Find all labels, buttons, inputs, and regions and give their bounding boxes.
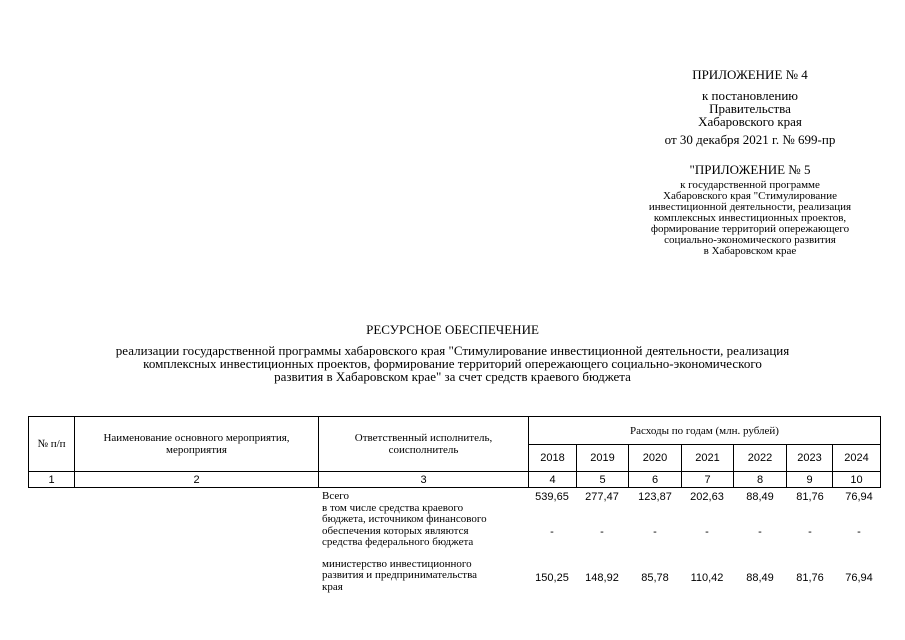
- row-text-line: края: [322, 580, 343, 593]
- row-text-line: министерство инвестиционного: [322, 558, 472, 570]
- header-name: Наименование основного мероприятия, мероприятия: [75, 417, 319, 472]
- appendix5-line: к государственной программе: [680, 179, 820, 191]
- appendix-org: Правительства: [709, 101, 791, 116]
- appendix5-line: формирование территорий опережающего: [650, 223, 850, 235]
- appendix-region: Хабаровского края: [698, 114, 802, 129]
- row-text-line: развития и предпринимательства: [322, 569, 478, 582]
- row-federal-label: [322, 503, 532, 548]
- column-number: 7: [682, 472, 734, 488]
- appendix-title: ПРИЛОЖЕНИЕ № 4: [692, 67, 808, 82]
- row-total-value: 277,47: [585, 491, 619, 503]
- column-number: 6: [629, 472, 682, 488]
- row-ministry-value: 150,25: [535, 572, 569, 584]
- row-text-line: средства федерального бюджета: [322, 535, 474, 548]
- column-number: 1: [29, 472, 75, 488]
- row-total-label: [322, 491, 532, 502]
- row-text-line: в том числе средства краевого: [322, 502, 464, 514]
- year-header: 2021: [682, 445, 734, 472]
- row-text-line: Всего: [322, 490, 349, 502]
- year-header: 2020: [629, 445, 682, 472]
- row-federal-value: -: [653, 526, 657, 538]
- row-federal-value: -: [705, 526, 709, 538]
- header-num: № п/п: [29, 417, 75, 472]
- appendix5-line: Хабаровского края "Стимулирование: [663, 190, 837, 202]
- row-total-value: 81,76: [796, 491, 824, 503]
- header-row-top: [29, 417, 881, 445]
- appendix5-line: социально-экономического развития: [664, 234, 836, 246]
- subtitle-line: развития в Хабаровском крае" за счет средств краевого бюджета: [274, 369, 631, 384]
- document-subtitle: [40, 344, 865, 383]
- row-total-value: 123,87: [638, 491, 672, 503]
- appendix5-line: инвестиционной деятельности, реализация: [648, 201, 852, 213]
- row-total-value: 539,65: [535, 491, 569, 503]
- appendix5-line: в Хабаровском крае: [703, 245, 797, 257]
- subtitle-line: комплексных инвестиционных проектов, формирование территорий опережающего социально-экономического: [143, 356, 762, 371]
- row-ministry-value: 76,94: [845, 572, 873, 584]
- row-ministry-value: 88,49: [746, 572, 774, 584]
- column-number: 9: [787, 472, 833, 488]
- row-total-value: 76,94: [845, 491, 873, 503]
- document-heading: РЕСУРСНОЕ ОБЕСПЕЧЕНИЕ: [366, 322, 539, 337]
- subtitle-line: реализации государственной программы хабаровского края "Стимулирование инвестиционной деятельности, реализация: [115, 343, 790, 358]
- year-header: 2018: [529, 445, 577, 472]
- row-text-line: обеспечения которых являются: [322, 524, 469, 537]
- year-header: 2019: [577, 445, 629, 472]
- column-number: 5: [577, 472, 629, 488]
- resource-table: [28, 416, 881, 488]
- row-ministry-value: 148,92: [585, 572, 619, 584]
- row-ministry-label: [322, 559, 532, 593]
- row-federal-value: -: [808, 526, 812, 538]
- appendix5-title: "ПРИЛОЖЕНИЕ № 5: [689, 162, 811, 177]
- year-header: 2023: [787, 445, 833, 472]
- row-ministry-value: 85,78: [641, 572, 669, 584]
- column-number-row: [29, 472, 881, 488]
- row-text-line: бюджета, источником финансового: [322, 513, 487, 526]
- row-federal-value: -: [857, 526, 861, 538]
- column-number: 8: [734, 472, 787, 488]
- year-header: 2024: [833, 445, 881, 472]
- appendix5-text: [610, 180, 890, 257]
- row-total-value: 202,63: [690, 491, 724, 503]
- header-expenses: Расходы по годам (млн. рублей): [529, 417, 881, 445]
- header-executor: Ответственный исполнитель, соисполнитель: [319, 417, 529, 472]
- row-total-value: 88,49: [746, 491, 774, 503]
- appendix-to: к постановлению: [701, 88, 799, 103]
- row-federal-value: -: [600, 526, 604, 538]
- appendix-date: от 30 декабря 2021 г. № 699-пр: [664, 132, 836, 147]
- row-ministry-value: 110,42: [690, 572, 724, 584]
- column-number: 10: [833, 472, 881, 488]
- row-federal-value: -: [758, 526, 762, 538]
- column-number: 4: [529, 472, 577, 488]
- column-number: 2: [75, 472, 319, 488]
- year-header: 2022: [734, 445, 787, 472]
- row-federal-value: -: [550, 526, 554, 538]
- appendix5-line: комплексных инвестиционных проектов,: [653, 212, 847, 224]
- row-ministry-value: 81,76: [796, 572, 824, 584]
- column-number: 3: [319, 472, 529, 488]
